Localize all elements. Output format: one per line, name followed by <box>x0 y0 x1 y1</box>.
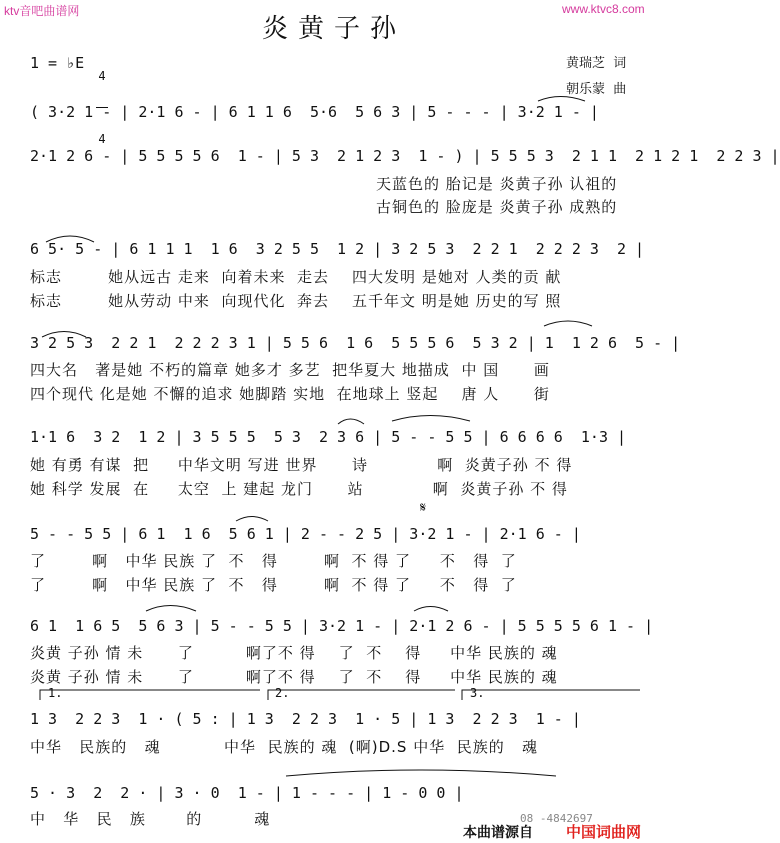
lyric-line-5b: 她 科学 发展 在 太空 上 建起 龙门 站 啊 炎黄子孙 不 得 <box>30 480 568 498</box>
slur-mark <box>236 517 268 522</box>
key-signature: 1 = ♭E <box>30 54 85 72</box>
lyric-line-5a: 她 有勇 有谋 把 中华文明 写进 世界 诗 啊 炎黄子孙 不 得 <box>30 456 573 474</box>
page-title: 炎黄子孙 <box>262 14 407 44</box>
slur-mark <box>544 321 592 326</box>
notation-line-5: 1·1 6 3 2 1 2 | 3 5 5 5 5 3 2 3 6 | 5 - - 5 5 | 6 6 6 6 1·3 | <box>30 428 627 446</box>
notation-line-3: 6 5· 5 - | 6 1 1 1 1 6 3 2 5 5 1 2 | 3 2 5 3 2 2 1 2 2 2 3 2 | <box>30 240 645 258</box>
lyric-line-6a: 了 啊 中华 民族 了 不 得 啊 不 得 了 不 得 了 <box>30 552 517 570</box>
slur-mark <box>392 416 470 422</box>
lyric-line-2a: 天蓝色的 胎记是 炎黄子孙 认祖的 <box>376 175 618 193</box>
ending-3-bracket <box>462 690 640 700</box>
lyric-line-7b: 炎黄 子孙 情 未 了 啊了不 得 了 不 得 中华 民族的 魂 <box>30 668 558 686</box>
slur-mark <box>286 770 556 776</box>
lyric-line-4b: 四个现代 化是她 不懈的追求 她脚踏 实地 在地球上 竖起 唐 人 街 <box>30 385 550 403</box>
slur-mark <box>338 419 364 424</box>
notation-line-7: 6 1 1 6 5 5 6 3 | 5 - - 5 5 | 3·2 1 - | 2·1 2 6 - | 5 5 5 5 6 1 - | <box>30 617 654 635</box>
ending-2-bracket <box>268 690 455 700</box>
lyric-line-3b: 标志 她从劳动 中来 向现代化 奔去 五千年文 明是她 历史的写 照 <box>30 292 562 310</box>
lyric-line-9: 中 华 民 族 的 魂 <box>30 810 271 828</box>
notation-line-2: 2·1 2 6 - | 5 5 5 5 6 1 - | 5 3 2 1 2 3 1 - ) | 5 5 5 3 2 1 1 2 1 2 1 2 2 3 | <box>30 147 780 165</box>
lyric-line-4a: 四大名 著是她 不朽的篇章 她多才 多艺 把华夏大 地描成 中 国 画 <box>30 361 550 379</box>
ending-2-label: 2. <box>275 686 290 700</box>
slur-mark <box>414 607 448 612</box>
ending-3-label: 3. <box>470 686 485 700</box>
composer-credit: 朝乐蒙 曲 <box>566 82 627 97</box>
footer-phone-partial: 08 -4842697 <box>520 812 593 825</box>
ending-1-label: 1. <box>48 686 63 700</box>
slur-mark <box>538 97 585 102</box>
notation-line-4: 3 2 5 3 2 2 1 2 2 2 3 1 | 5 5 6 1 6 5 5 5 6 5 3 2 | 1 1 2 6 5 - | <box>30 334 681 352</box>
meter-bottom: 4 <box>98 132 106 146</box>
segno-sign: 𝄋 <box>420 500 427 516</box>
footer-source-label: 本曲谱源自 <box>463 825 533 841</box>
slur-mark <box>46 236 94 242</box>
lyricist-credit: 黄瑞芝 词 <box>566 56 627 71</box>
footer-site-name: 中国词曲网 <box>566 823 642 841</box>
lyric-line-2b: 古铜色的 脸庞是 炎黄子孙 成熟的 <box>376 198 618 216</box>
notation-line-6: 5 - - 5 5 | 6 1 1 6 5 6 1 | 2 - - 2 5 | 3·2 1 - | 2·1 6 - | <box>30 525 581 543</box>
notation-line-1: ( 3·2 1 - | 2·1 6 - | 6 1 1 6 5·6 5 6 3 | 5 - - - | 3·2 1 - | <box>30 103 599 121</box>
ending-1-bracket <box>40 690 260 700</box>
slur-mark <box>42 332 86 338</box>
watermark-right: www.ktvc8.com <box>562 2 645 16</box>
watermark-left: ktv音吧曲谱网 <box>4 4 80 18</box>
lyric-line-6b: 了 啊 中华 民族 了 不 得 啊 不 得 了 不 得 了 <box>30 576 517 594</box>
slur-mark <box>146 606 196 612</box>
lyric-line-7a: 炎黄 子孙 情 未 了 啊了不 得 了 不 得 中华 民族的 魂 <box>30 644 558 662</box>
lyric-line-3a: 标志 她从远古 走来 向着未来 走去 四大发明 是她对 人类的贡 献 <box>30 268 562 286</box>
lyric-line-8: 中华 民族的 魂 中华 民族的 魂 (啊)D.S 中华 民族的 魂 <box>30 738 539 756</box>
meter-top: 4 <box>98 69 106 83</box>
notation-line-8: 1 3 2 2 3 1 · ( 5 : | 1 3 2 2 3 1 · 5 | 1 3 2 2 3 1 - | <box>30 710 581 728</box>
notation-line-9: 5 · 3 2 2 · | 3 · 0 1 - | 1 - - - | 1 - 0 0 | <box>30 784 464 802</box>
